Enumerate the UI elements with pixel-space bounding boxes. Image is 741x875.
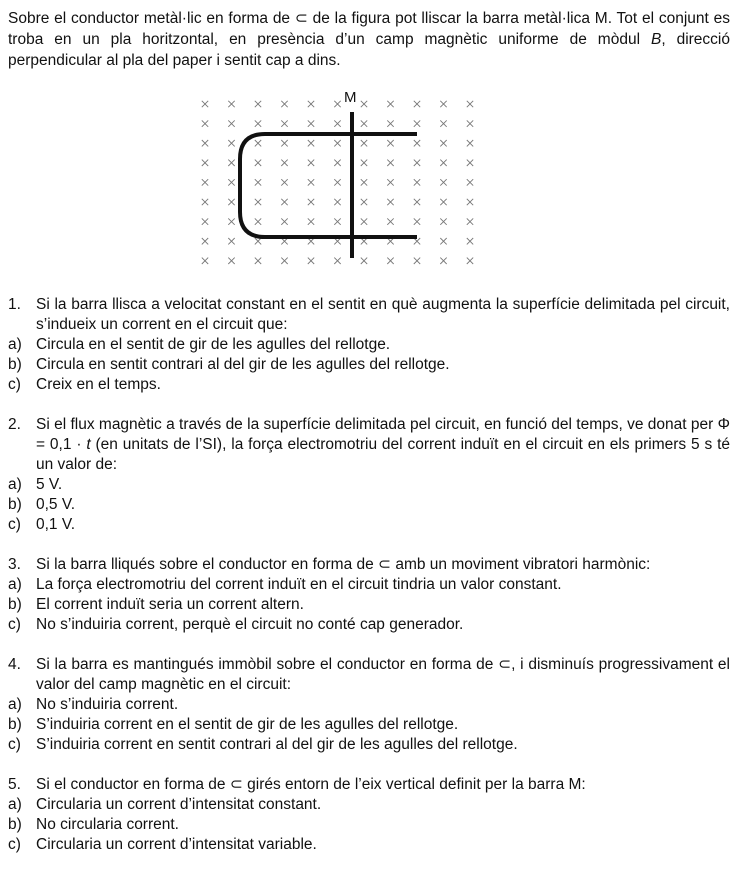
- field-cross: [308, 179, 314, 185]
- option-letter: c): [8, 516, 21, 533]
- field-cross: [202, 218, 208, 224]
- field-cross: [308, 120, 314, 126]
- question-text: Si la barra llisca a velocitat constant en el sentit en què augmenta la superfície delimitada pel circuit, s’indueix un corrent en el circuit que:: [36, 296, 730, 333]
- option-c: [8, 735, 730, 755]
- questions-list: [8, 295, 730, 875]
- field-cross: [387, 101, 393, 107]
- field-cross: [228, 238, 234, 244]
- field-cross: [334, 179, 340, 185]
- option-text: Circula en sentit contrari al del gir de les agulles del rellotge.: [36, 356, 450, 373]
- field-cross: [281, 120, 287, 126]
- field-cross: [334, 120, 340, 126]
- option-c: [8, 375, 730, 395]
- field-cross: [387, 120, 393, 126]
- field-cross: [202, 179, 208, 185]
- field-cross: [202, 120, 208, 126]
- field-cross: [440, 199, 446, 205]
- bar-label-m: M: [344, 89, 357, 106]
- field-cross: [255, 218, 261, 224]
- field-cross: [361, 160, 367, 166]
- option-c: [8, 515, 730, 535]
- question-5: [8, 775, 730, 855]
- field-cross: [281, 218, 287, 224]
- question-text: Si la barra lliqués sobre el conductor en forma de ⊂ amb un moviment vibratori harmònic:: [36, 556, 651, 573]
- question-number: 3.: [8, 556, 21, 573]
- option-a: [8, 335, 730, 355]
- field-cross: [440, 120, 446, 126]
- field-cross: [308, 218, 314, 224]
- field-cross: [228, 199, 234, 205]
- field-cross: [281, 258, 287, 264]
- field-cross: [281, 199, 287, 205]
- question-text: Si la barra es mantingués immòbil sobre el conductor en forma de ⊂, i disminuís progressivament el valor del camp magnètic en el circuit:: [36, 656, 730, 693]
- option-b: [8, 355, 730, 375]
- field-cross: [202, 101, 208, 107]
- field-cross: [308, 258, 314, 264]
- field-cross: [202, 199, 208, 205]
- option-text: Circula en el sentit de gir de les agulles del rellotge.: [36, 336, 391, 353]
- field-cross: [467, 238, 473, 244]
- field-cross: [308, 140, 314, 146]
- option-letter: c): [8, 736, 21, 753]
- field-cross: [361, 258, 367, 264]
- field-cross: [387, 199, 393, 205]
- field-cross: [308, 160, 314, 166]
- field-cross: [361, 199, 367, 205]
- field-cross: [255, 238, 261, 244]
- field-cross: [334, 101, 340, 107]
- field-cross: [467, 140, 473, 146]
- question-4: [8, 655, 730, 755]
- field-cross: [414, 258, 420, 264]
- question-number: 1.: [8, 296, 21, 313]
- field-cross: [361, 179, 367, 185]
- field-cross: [414, 199, 420, 205]
- option-letter: c): [8, 616, 21, 633]
- option-text: La força electromotriu del corrent induït en el circuit tindria un valor constant.: [36, 576, 562, 593]
- option-text: 0,5 V.: [36, 496, 76, 513]
- time-symbol-t: t: [86, 436, 91, 453]
- option-letter: b): [8, 816, 22, 833]
- field-cross: [228, 120, 234, 126]
- option-c: [8, 615, 730, 635]
- field-cross: [228, 160, 234, 166]
- question-1: [8, 295, 730, 395]
- option-text: S’induiria corrent en sentit contrari al del gir de les agulles del rellotge.: [36, 736, 518, 753]
- option-letter: a): [8, 696, 22, 713]
- field-cross: [440, 179, 446, 185]
- question-2: [8, 415, 730, 535]
- field-cross: [467, 101, 473, 107]
- option-text: Circularia un corrent d’intensitat constant.: [36, 796, 322, 813]
- question-3: [8, 555, 730, 635]
- field-cross: [387, 140, 393, 146]
- option-b: [8, 595, 730, 615]
- field-cross: [255, 140, 261, 146]
- question-number: 4.: [8, 656, 21, 673]
- question-text-before: Si el flux magnètic a través de la superfície delimitada pel circuit, en funció del temps, ve donat per Φ = 0,1 ·: [36, 416, 730, 453]
- field-cross: [414, 160, 420, 166]
- field-cross: [255, 199, 261, 205]
- option-c: [8, 835, 730, 855]
- field-cross: [414, 140, 420, 146]
- field-cross: [387, 258, 393, 264]
- option-letter: c): [8, 836, 21, 853]
- field-cross: [281, 160, 287, 166]
- option-text: 5 V.: [36, 476, 63, 493]
- option-text: No s’induiria corrent, perquè el circuit no conté cap generador.: [36, 616, 464, 633]
- option-letter: c): [8, 376, 21, 393]
- field-symbol-b: B: [650, 31, 662, 48]
- field-cross: [440, 258, 446, 264]
- field-cross: [228, 218, 234, 224]
- field-cross: [202, 238, 208, 244]
- option-letter: b): [8, 716, 22, 733]
- question-text-after: (en unitats de l’SI), la força electromotriu del corrent induït en el circuit en els primers 5 s té un valor de:: [36, 436, 730, 473]
- option-letter: b): [8, 356, 22, 373]
- field-cross: [255, 179, 261, 185]
- field-cross: [202, 160, 208, 166]
- option-letter: a): [8, 576, 22, 593]
- option-text: El corrent induït seria un corrent altern.: [36, 596, 304, 613]
- option-text: S’induiria corrent en el sentit de gir de les agulles del rellotge.: [36, 716, 459, 733]
- field-cross: [228, 140, 234, 146]
- field-cross: [440, 218, 446, 224]
- option-letter: a): [8, 476, 22, 493]
- field-cross: [334, 199, 340, 205]
- question-text: [36, 415, 730, 475]
- field-cross: [308, 199, 314, 205]
- field-cross: [202, 258, 208, 264]
- field-cross: [440, 101, 446, 107]
- field-cross: [467, 179, 473, 185]
- field-cross: [361, 120, 367, 126]
- option-b: [8, 495, 730, 515]
- question-text: Si el conductor en forma de ⊂ girés entorn de l’eix vertical definit per la barra M:: [36, 776, 586, 793]
- field-cross: [334, 140, 340, 146]
- field-cross: [308, 101, 314, 107]
- option-text: Creix en el temps.: [36, 376, 161, 393]
- option-a: [8, 695, 730, 715]
- option-letter: b): [8, 496, 22, 513]
- option-text: No circularia corrent.: [36, 816, 179, 833]
- field-cross: [387, 179, 393, 185]
- field-cross: [281, 140, 287, 146]
- field-cross: [334, 258, 340, 264]
- circuit-diagram: [195, 86, 495, 276]
- option-letter: a): [8, 796, 22, 813]
- field-cross: [414, 218, 420, 224]
- field-cross: [281, 179, 287, 185]
- field-cross: [440, 238, 446, 244]
- intro-paragraph: [8, 8, 730, 71]
- option-b: [8, 715, 730, 735]
- field-cross: [255, 120, 261, 126]
- field-cross: [467, 160, 473, 166]
- field-cross: [255, 258, 261, 264]
- option-b: [8, 815, 730, 835]
- field-cross: [361, 218, 367, 224]
- circuit-figure: [195, 86, 495, 281]
- option-text: Circularia un corrent d’intensitat variable.: [36, 836, 317, 853]
- option-a: [8, 795, 730, 815]
- field-cross: [255, 101, 261, 107]
- question-number: 5.: [8, 776, 21, 793]
- option-letter: b): [8, 596, 22, 613]
- question-number: 2.: [8, 416, 21, 433]
- option-a: [8, 475, 730, 495]
- field-cross: [414, 179, 420, 185]
- intro-text-1: Sobre el conductor metàl·lic en forma de ⊂ de la figura pot lliscar la barra metàl·lica M. Tot el conjunt es troba en un pla horitzontal, en presència d’un camp magnètic uniforme de mòdul: [8, 10, 730, 48]
- field-cross: [414, 120, 420, 126]
- field-cross: [440, 140, 446, 146]
- field-cross: [361, 101, 367, 107]
- field-cross: [467, 120, 473, 126]
- option-text: 0,1 V.: [36, 516, 76, 533]
- field-cross: [440, 160, 446, 166]
- magnetic-field-crosses: [202, 101, 473, 264]
- field-cross: [228, 179, 234, 185]
- option-letter: a): [8, 336, 22, 353]
- field-cross: [202, 140, 208, 146]
- option-a: [8, 575, 730, 595]
- field-cross: [361, 140, 367, 146]
- field-cross: [334, 160, 340, 166]
- field-cross: [281, 101, 287, 107]
- field-cross: [467, 199, 473, 205]
- field-cross: [467, 218, 473, 224]
- field-cross: [414, 101, 420, 107]
- field-cross: [228, 101, 234, 107]
- field-cross: [334, 218, 340, 224]
- field-cross: [387, 218, 393, 224]
- option-text: No s’induiria corrent.: [36, 696, 179, 713]
- field-cross: [255, 160, 261, 166]
- field-cross: [387, 160, 393, 166]
- field-cross: [467, 258, 473, 264]
- field-cross: [228, 258, 234, 264]
- intro-text-2: , direcció perpendicular al pla del paper i sentit cap a dins.: [8, 31, 730, 69]
